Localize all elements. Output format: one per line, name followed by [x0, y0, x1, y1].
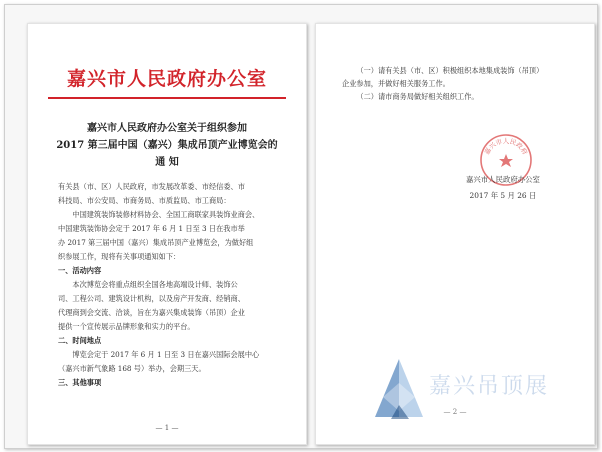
section-heading: 一、活动内容 — [58, 266, 102, 275]
body-paragraph-line: 办 2017 第三届中国（嘉兴）集成吊顶产业博览会，为做好组 — [58, 238, 254, 247]
body-paragraph-line: （嘉兴市新气象路 168 号）举办，会期三天。 — [58, 364, 206, 373]
body-paragraph-line: 司、工程公司、建筑设计机构，以及房产开发商、经销商、 — [58, 294, 245, 303]
org-header: 嘉兴市人民政府办公室 — [66, 68, 267, 90]
page-1 — [27, 23, 307, 445]
watermark-logo-icon — [369, 355, 431, 425]
svg-text:嘉兴市人民政府: 嘉兴市人民政府 — [482, 137, 530, 157]
body-text — [58, 180, 284, 390]
document-frame — [4, 4, 598, 449]
body-paragraph-line: （一）请有关县（市、区）积极组织本地集成装饰（吊顶） — [356, 66, 544, 75]
signature-org: 嘉兴市人民政府办公室 — [466, 175, 540, 184]
page-number: — 1 — — [155, 424, 179, 432]
body-paragraph-line: （二）请市商务局做好相关组织工作。 — [356, 92, 479, 101]
section-heading: 二、时间地点 — [58, 336, 102, 345]
title-line: 通 知 — [155, 157, 179, 168]
body-paragraph-line: 中国建筑装饰装修材料协会、全国工商联家具装饰业商会、 — [72, 210, 260, 219]
body-paragraph-line: 科技局、市公安局、市商务局、市质监局、市工商局： — [58, 196, 231, 205]
body-paragraph-line: 有关县（市、区）人民政府，市发展改革委、市经信委、市 — [58, 182, 245, 191]
body-paragraph-line: 中国建筑装饰协会定于 2017 年 6 月 1 日至 3 日在我市举 — [58, 224, 245, 233]
watermark — [369, 355, 599, 425]
title-line: 2017 第三届中国（嘉兴）集成吊顶产业博览会的 — [56, 140, 278, 151]
document-title — [28, 120, 306, 171]
body-paragraph-line: 本次博览会将重点组织全国各地高端设计师、装饰公 — [72, 280, 238, 289]
title-line: 嘉兴市人民政府办公室关于组织参加 — [87, 123, 247, 134]
body-paragraph-line: 代理商到会交流、洽谈，旨在为嘉兴集成装饰（吊顶）企业 — [58, 308, 245, 317]
body-paragraph-line: 织参展工作，现将有关事项通知如下： — [58, 252, 181, 261]
signature-block — [466, 172, 540, 204]
body-paragraph-line: 博览会定于 2017 年 6 月 1 日至 3 日在嘉兴国际会展中心 — [72, 350, 260, 359]
section-heading: 三、其他事项 — [58, 378, 102, 387]
red-divider — [48, 97, 286, 99]
signature-date: 2017 年 5 月 26 日 — [469, 191, 537, 200]
body-paragraph-line: 提供一个宣传展示品牌形象和实力的平台。 — [58, 322, 195, 331]
watermark-text: 嘉兴吊顶展 — [429, 374, 550, 399]
page-number: — 2 — — [443, 408, 467, 416]
body-text — [342, 64, 576, 103]
body-paragraph-line: 企业参加，并做好相关服务工作。 — [342, 79, 450, 88]
